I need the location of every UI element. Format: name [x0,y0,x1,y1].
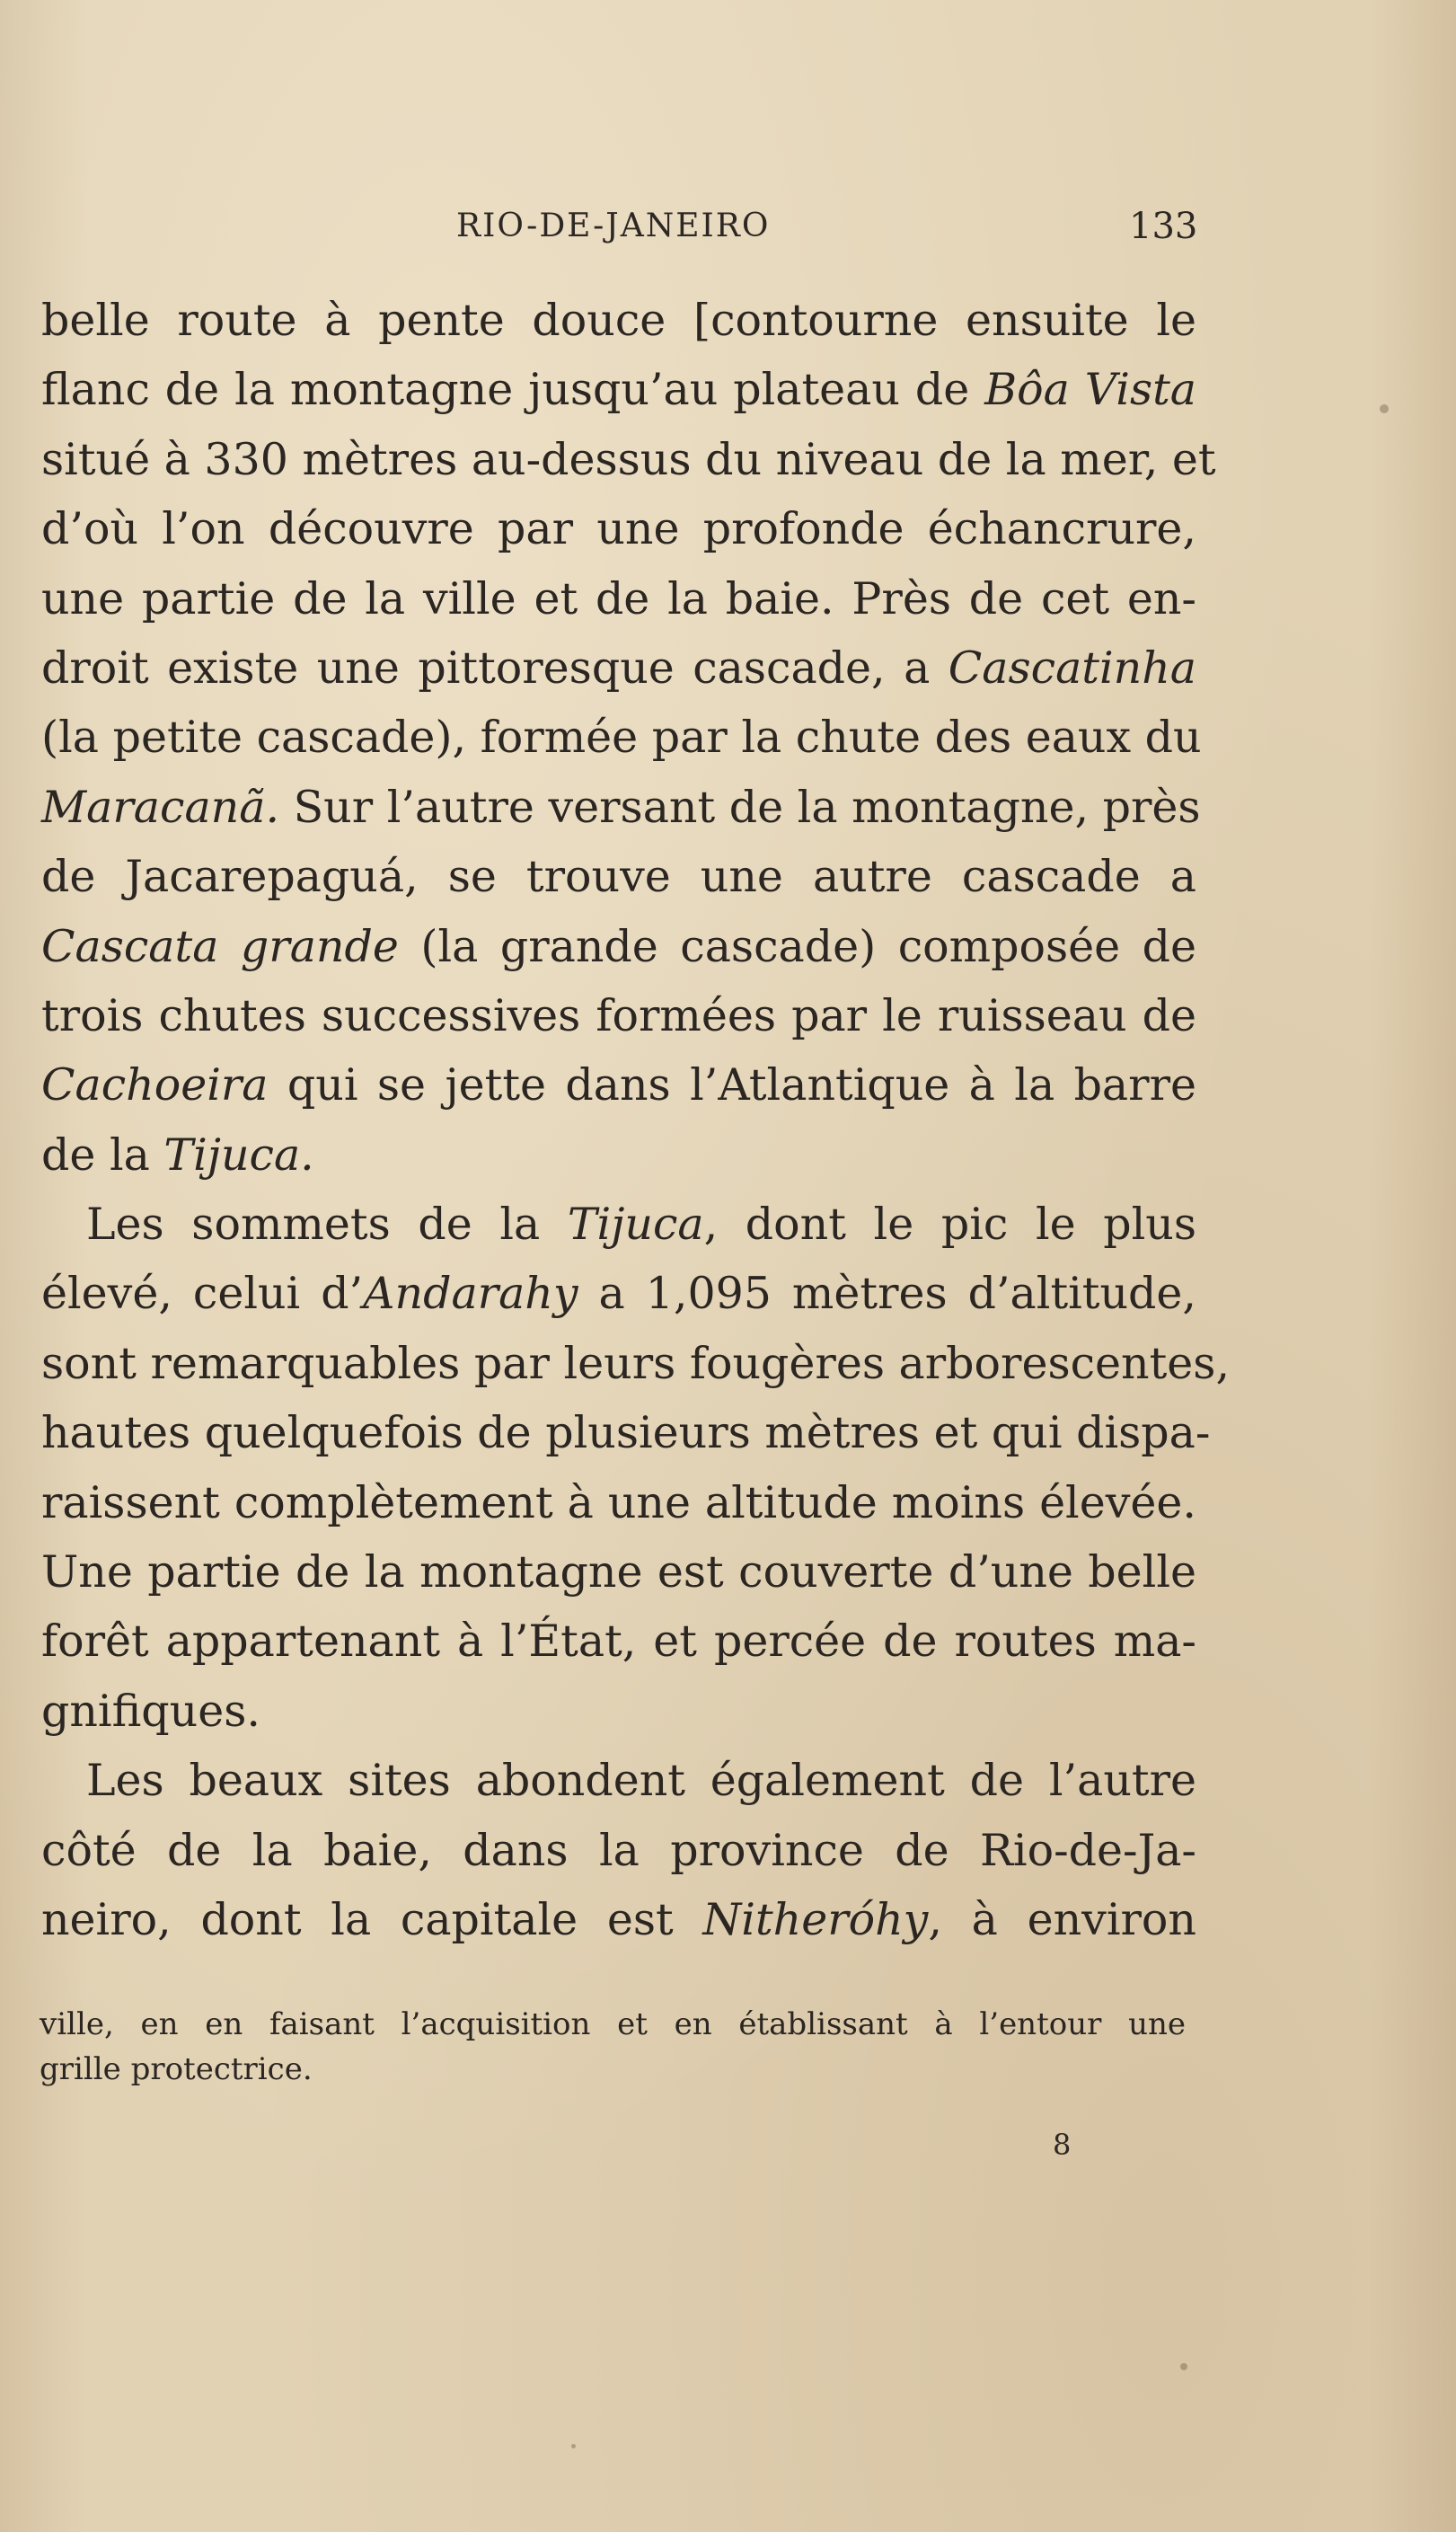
text-line: une partie de la ville et de la baie. Près de cet en- [41,572,1196,624]
paper-fleck [1380,404,1389,413]
text-line: de la Tijuca. [41,1129,314,1181]
body-text [41,286,1231,1954]
text-line: Maracanã. Sur l’autre versant de la montagne, près [41,781,1201,833]
text-line: Cascata grande (la grande cascade) composée de [41,920,1196,972]
text-line: Les sommets de la Tijuca, dont le pic le plus [86,1199,1196,1251]
footnote [40,2002,1186,2092]
running-head [0,199,1456,253]
text-line: de Jacarepaguá, se trouve une autre cascade a [41,851,1196,903]
signature-mark: 8 [1053,2128,1072,2162]
text-line: trois chutes successives formées par le ruisseau de [41,989,1196,1041]
text-line: neiro, dont la capitale est Nitheróhy, à environ [41,1893,1196,1945]
text-line: Une partie de la montagne est couverte d’une belle [41,1546,1196,1598]
running-title: RIO-DE-JANEIRO [456,208,771,244]
text-line: Cachoeira qui se jette dans l’Atlantique à la barre [41,1059,1196,1111]
text-line: côté de la baie, dans la province de Rio-de-Ja- [41,1824,1196,1876]
text-line: sont remarquables par leurs fougères arborescentes, [41,1337,1231,1389]
footnote-line: ville, en en faisant l’acquisition et en établissant à l’entour une [40,2006,1186,2042]
text-line: droit existe une pittoresque cascade, a Cascatinha [41,642,1196,694]
text-line: gnifiques. [41,1685,260,1737]
text-line: (la petite cascade), formée par la chute des eaux du [41,712,1202,764]
text-line: Les beaux sites abondent également de l’autre [86,1755,1196,1807]
text-line: belle route à pente douce [contourne ensuite le [41,295,1196,346]
text-line: forêt appartenant à l’État, et percée de routes ma- [41,1616,1196,1668]
footnote-line: grille protectrice. [40,2051,313,2087]
paper-fleck [571,2444,576,2448]
text-line: raissent complètement à une altitude moins élevée. [41,1476,1196,1528]
text-line: hautes quelquefois de plusieurs mètres et qui dispa- [41,1407,1211,1459]
text-line: élevé, celui d’Andarahy a 1,095 mètres d’altitude, [41,1268,1196,1320]
page-number: 133 [1129,206,1198,247]
text-line: situé à 330 mètres au-dessus du niveau de la mer, et [41,433,1216,485]
paper-fleck [1180,2363,1187,2370]
text-line: flanc de la montagne jusqu’au plateau de Bôa Vista [41,364,1196,416]
text-line: d’où l’on découvre par une profonde échancrure, [41,503,1196,555]
